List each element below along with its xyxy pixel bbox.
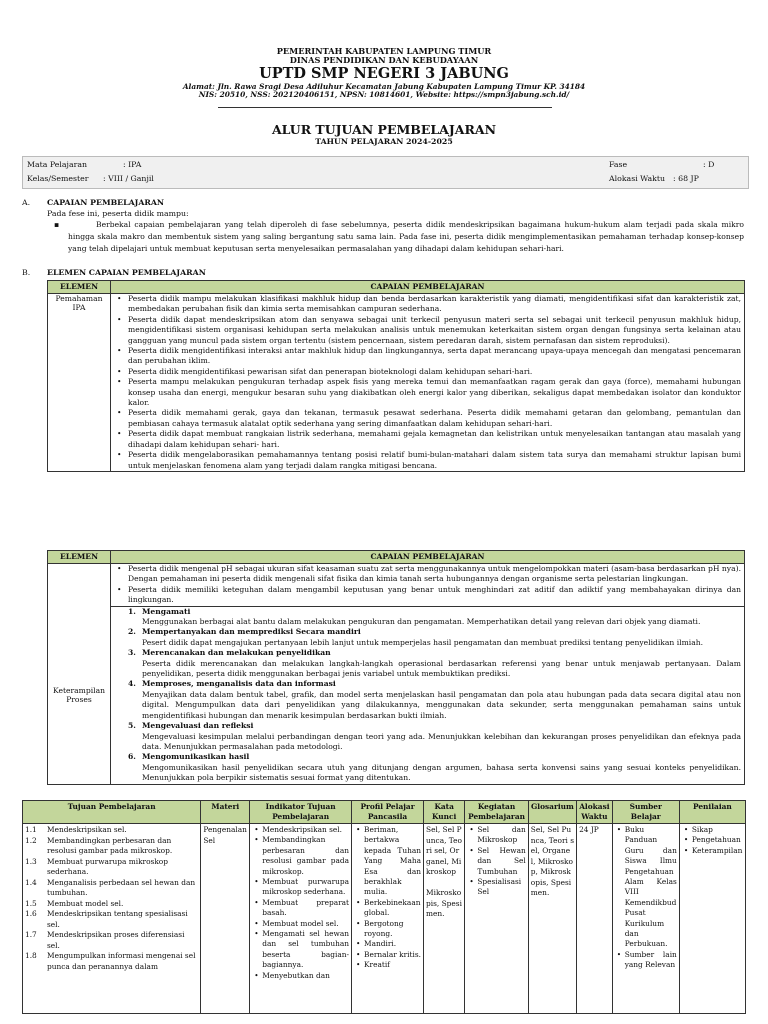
fase-value: : D <box>703 160 715 169</box>
step-number: 6. <box>128 752 136 762</box>
step-title: Mengomunikasikan hasil <box>142 752 250 762</box>
step-text: Mengomunikasikan hasil penyelidikan secara utuh yang ditunjang dengan argumen, bahasa serta konvensi sains yang sesuai konteks penyelidikan. Menunjukkan pola berpikir sistematis sesuai format yang ditentukan. <box>142 762 741 783</box>
penilaian-item: • Pengetahuan <box>692 835 743 845</box>
capaian-list-2 <box>114 564 741 606</box>
sumber-item: • Buku Panduan Guru dan Siswa Ilmu Pengetahuan Alam Kelas VIII Kemendikbud Pusat Kurikulum dan Perbukuan. <box>625 825 677 950</box>
capaian-item: • Peserta didik memahami gerak, gaya dan tekanan, termasuk pesawat sederhana. Peserta didik memahami getaran dan gelombang, pemantulan dan pembiasan cahaya termasuk alatalat optik sederhana yang sering dimanfaatkan dalam kehidupan sehari-hari. <box>128 408 741 429</box>
kelas-label: Kelas/Semester <box>27 174 89 183</box>
tujuan-item <box>25 825 198 836</box>
tujuan-number: 1.3 <box>25 856 37 866</box>
section-a-bullet-mark: ▪ <box>54 220 60 229</box>
tujuan-number: 1.7 <box>25 930 37 939</box>
tujuan-cell <box>23 824 201 1014</box>
tujuan-number: 1.4 <box>25 877 37 887</box>
tujuan-text: Mendeskripsikan sel. <box>47 825 127 834</box>
sumber-item: • Sumber lain yang Relevan <box>625 950 677 971</box>
col-capaian: CAPAIAN PEMBELAJARAN <box>111 281 745 294</box>
indikator-item: • Mengamati sel hewan dan sel tumbuhan beserta bagian-bagiannya. <box>262 929 349 971</box>
glosarium-cell: Sel, Sel Punca, Teori sel, Organel, Mikroskop, Mikroskopis, Spesimen. <box>528 824 576 1014</box>
tujuan-text: Membandingkan perbesaran dan resolusi gambar pada mikroskop. <box>47 835 173 855</box>
atp-table <box>22 800 746 1014</box>
penilaian-item: • Sikap <box>692 825 743 835</box>
step-title: Mempertanyakan dan memprediksi Secara mandiri <box>142 627 361 637</box>
step-text: Menyajikan data dalam bentuk tabel, grafik, dan model serta menjelaskan hasil pengamatan dan pola atau hubungan pada data secara digital atau non digital. Mengumpulkan data dari penyelidikan yang dilakukannya, menggunakan data sekunder, serta menggunakan pemahaman sains untuk mengidentifikasi hubungan dan menarik kesimpulan berdasarkan bukti ilmiah. <box>142 689 741 720</box>
tujuan-item <box>25 930 198 951</box>
school-address: Alamat: Jln. Rawa Sragi Desa Adiluhur Kecamatan Jabung Kabupaten Lampung Timur KP. 34184 <box>182 81 586 91</box>
section-b-heading: ELEMEN CAPAIAN PEMBELAJARAN <box>47 268 206 277</box>
capaian-item: • Peserta didik mengelaborasikan pemahamannya tentang posisi relatif bumi-bulan-matahari dalam sistem tata surya dan memahami struktur lapisan bumi untuk menjelaskan fenomena alam yang terjadi dalam rangka mitigasi bencana. <box>128 450 741 471</box>
mapel-label: Mata Pelajaran <box>27 160 88 169</box>
indikator-item: • Membandingkan perbesaran dan resolusi gambar pada mikroskop. <box>262 835 349 877</box>
school-name: UPTD SMP NEGERI 3 JABUNG <box>259 64 509 82</box>
col-penilaian: Penilaian <box>679 801 745 824</box>
penilaian-list <box>682 825 743 856</box>
step-text: Mengevaluasi kesimpulan melalui perbandingan dengan teori yang ada. Menunjukkan kelebihan dan kekurangan proses penyelidikan dan efeknya pada data. Menunjukkan permasalahan pada metodologi. <box>142 731 741 751</box>
alokasi-value: : 68 JP <box>673 174 699 183</box>
dept-name: DINAS PENDIDIKAN DAN KEBUDAYAAN <box>289 55 479 66</box>
keterampilan-step <box>128 607 741 628</box>
capaian-item: • Peserta didik mampu melakukan klasifikasi makhluk hidup dan benda berdasarkan karakteristik yang diamati, mengidentifikasi sifat dan karakteristik zat, membedakan perubahan fisik dan kimia serta memisahkan campuran sederhana. <box>128 294 741 315</box>
tujuan-item <box>25 899 198 910</box>
section-a-letter: A. <box>22 198 31 207</box>
kegiatan-item: • Sel Hewan dan Sel Tumbuhan <box>477 846 525 877</box>
cp-table-1 <box>47 280 745 472</box>
kegiatan-item: • Spesialisasi Sel <box>477 877 525 898</box>
alokasi-label: Alokasi Waktu <box>609 174 666 183</box>
step-number: 5. <box>128 721 136 731</box>
tujuan-item <box>25 951 198 972</box>
gov-name: PEMERINTAH KABUPATEN LAMPUNG TIMUR <box>276 46 492 56</box>
capaian-item: • Peserta didik mengidentifikasi pewarisan sifat dan penerapan bioteknologi dalam kehidupan sehari-hari. <box>128 367 741 377</box>
tujuan-text: Mendeskripsikan tentang spesialisasi sel. <box>47 909 188 929</box>
profil-item: • Bernalar kritis. <box>364 950 421 960</box>
tujuan-number: 1.5 <box>25 898 37 908</box>
title-main: ALUR TUJUAN PEMBELAJARAN <box>271 122 497 137</box>
col-materi: Materi <box>201 801 250 824</box>
letterhead-rule <box>218 107 552 108</box>
kelas-value: : VIII / Ganjil <box>103 174 154 183</box>
step-text: Menggunakan berbagai alat bantu dalam melakukan pengukuran dan pengamatan. Memperhatikan detail yang relevan dari objek yang diamati. <box>142 617 701 627</box>
keterampilan-steps <box>114 607 741 784</box>
step-number: 2. <box>128 627 136 637</box>
tujuan-item <box>25 836 198 857</box>
section-a-paragraph: Berbekal capaian pembelajaran yang telah diperoleh di fase sebelumnya, peserta didik mendeskripsikan bagaimana hukum-hukum alam terjadi pada skala mikro hingga skala makro dan membentuk sistem yang saling bergantung satu sama lain. Pada fase ini, peserta didik mengimplementasikan pemahaman terhadap konsep-konsep yang telah dipelajari untuk membuat keputusan serta menyelesaikan permasalahan yang dihadapi dalam kehidupan sehari-hari. <box>68 220 744 254</box>
col-kata-kunci: Kata Kunci <box>424 801 465 824</box>
tujuan-number: 1.8 <box>25 951 37 960</box>
step-text: Peserta didik merencanakan dan melakukan langkah-langkah operasional berdasarkan referensi yang benar untuk menjawab pertanyaan. Dalam penyelidikan, peserta didik menggunakan berbagai jenis variabel untuk membuktikan prediksi. <box>142 658 741 679</box>
col-elemen: ELEMEN <box>48 281 111 294</box>
step-title: Mengamati <box>142 606 191 616</box>
capaian-item: • Peserta mampu melakukan pengukuran terhadap aspek fisis yang mereka temui dan memanfaatkan ragam gerak dan gaya (force), memahami hubungan konsep usaha dan energi, mengukur besaran suhu yang diakibatkan oleh energi kalor yang diberikan, sekaligus dapat membedakan isolator dan konduktor kalor. <box>128 377 741 408</box>
kata-kunci-cell: Sel, Sel Punca, Teori sel, Organel, Mikroskop Mikroskopis, Spesimen. <box>424 824 465 1014</box>
sumber-list <box>615 825 677 971</box>
elemen-keterampilan: Keterampilan Proses <box>48 606 111 784</box>
elemen-pemahaman: Pemahaman IPA <box>48 294 111 472</box>
tujuan-item <box>25 857 198 878</box>
indikator-item: • Membuat purwarupa mikroskop sederhana. <box>262 877 349 898</box>
capaian-item: • Peserta didik dapat mendeskripsikan atom dan senyawa sebagai unit terkecil penyusun materi serta sel sebagai unit terkecil penyusun makhluk hidup, mengidentifikasi sistem organisasi kehidupan serta melakukan analisis untuk menemukan keterkaitan sistem organ dengan fungsinya serta kelainan atau gangguan yang muncul pada sistem organ tertentu (sistem pencernaan, sistem peredaran darah, sistem pernafasan dan sistem reproduksi). <box>128 315 741 346</box>
section-b-letter: B. <box>22 268 31 277</box>
indikator-list <box>252 825 349 981</box>
indikator-item: • Menyebutkan dan <box>262 971 349 981</box>
step-title: Merencanakan dan melakukan penyelidikan <box>142 648 331 658</box>
tujuan-item <box>25 909 198 930</box>
tujuan-text: Membuat model sel. <box>47 898 124 908</box>
profil-item: • Bergotong royong. <box>364 919 421 940</box>
mapel-value: : IPA <box>123 160 142 169</box>
keterampilan-step <box>128 627 741 648</box>
col-elemen-2: ELEMEN <box>48 551 111 564</box>
col-capaian-2: CAPAIAN PEMBELAJARAN <box>111 551 745 564</box>
col-indikator: Indikator Tujuan Pembelajaran <box>250 801 352 824</box>
col-alokasi: Alokasi Waktu <box>577 801 613 824</box>
materi-cell: Pengenalan Sel <box>201 824 250 1014</box>
step-title: Mengevaluasi dan refleksi <box>142 721 254 731</box>
title-year: TAHUN PELAJARAN 2024-2025 <box>315 137 453 146</box>
capaian-item: • Peserta didik mengidentifikasi interaksi antar makhluk hidup dan lingkungannya, serta dapat merancang upaya-upaya mencegah dan mengatasi pencemaran dan perubahan iklim. <box>128 346 741 367</box>
kegiatan-list <box>467 825 525 898</box>
indikator-item: • Mendeskripsikan sel. <box>262 825 349 835</box>
alokasi-cell: 24 JP <box>577 824 613 1014</box>
keterampilan-step <box>128 752 741 783</box>
profil-item: • Kreatif <box>364 960 421 970</box>
tujuan-number: 1.2 <box>25 835 37 845</box>
keterampilan-step <box>128 648 741 679</box>
cp-table-2 <box>47 550 745 785</box>
indikator-item: • Membuat model sel. <box>262 919 349 929</box>
elemen-continued <box>48 564 111 607</box>
tujuan-text: Menganalisis perbedaan sel hewan dan tumbuhan. <box>47 877 196 897</box>
step-number: 3. <box>128 648 136 658</box>
col-kegiatan: Kegiatan Pembelajaran <box>465 801 528 824</box>
school-ids: NIS: 20510, NSS: 202120406151, NPSN: 10814601, Website: https://smpn3jabung.sch.id/ <box>198 90 570 100</box>
penilaian-item: • Keterampilan <box>692 846 743 856</box>
fase-label: Fase <box>609 160 628 169</box>
doc-title <box>0 122 768 146</box>
tujuan-number: 1.6 <box>25 909 37 918</box>
indikator-item: • Membuat preparat basah. <box>262 898 349 919</box>
col-glosarium: Glosarium <box>528 801 576 824</box>
profil-item: • Beriman, bertakwa kepada Tuhan Yang Maha Esa dan berakhlak mulia. <box>364 825 421 898</box>
capaian-item: • Peserta didik mengenal pH sebagai ukuran sifat keasaman suatu zat serta menggunakannya untuk mengelompokkan materi (asam-basa berdasarkan pH nya). Dengan pemahaman ini peserta didik mengenali sifat fisika dan kimia tanah serta hubungannya dengan organisme serta pelestarian lingkungan. <box>128 564 741 585</box>
section-a-heading: CAPAIAN PEMBELAJARAN <box>47 198 165 207</box>
section-a-intro: Pada fese ini, peserta didik mampu: <box>47 209 189 218</box>
profil-item: • Berkebinekaan global. <box>364 898 421 919</box>
step-number: 4. <box>128 679 136 689</box>
col-sumber: Sumber Belajar <box>612 801 679 824</box>
step-title: Memproses, menganalisis data dan informasi <box>142 679 336 689</box>
capaian-item: • Peserta didik memiliki keteguhan dalam mengambil keputusan yang benar untuk menghindari zat aditif dan adiktif yang membahayakan dirinya dan lingkungan. <box>128 585 741 606</box>
letterhead <box>0 47 768 100</box>
tujuan-text: Mendeskripsikan proses diferensiasi sel. <box>47 930 185 950</box>
step-text: Pesert didik dapat mengajukan pertanyaan lebih lanjut untuk memperjelas hasil pengamatan dan membuat prediksi tentang penyelidikan ilmiah. <box>142 637 704 647</box>
tujuan-text: Membuat purwarupa mikroskop sederhana. <box>47 856 168 876</box>
capaian-list-1 <box>114 294 741 471</box>
kegiatan-item: • Sel dan Mikroskop <box>477 825 525 846</box>
keterampilan-step <box>128 721 741 752</box>
profil-list <box>354 825 421 971</box>
keterampilan-step <box>128 679 741 721</box>
step-number: 1. <box>128 606 136 616</box>
tujuan-item <box>25 878 198 899</box>
info-box <box>22 156 749 189</box>
tujuan-text: Mengumpulkan informasi mengenai sel punca dan peranannya dalam <box>47 951 196 971</box>
tujuan-number: 1.1 <box>25 825 37 834</box>
col-profil: Profil Pelajar Pancasila <box>352 801 424 824</box>
profil-item: • Mandiri. <box>364 939 421 949</box>
col-tujuan: Tujuan Pembelajaran <box>23 801 201 824</box>
capaian-item: • Peserta didik dapat membuat rangkaian listrik sederhana, memahami gejala kemagnetan dan kelistrikan untuk menyelesaikan tantangan atau masalah yang dihadapi dalam kehidupan sehari- hari. <box>128 429 741 450</box>
